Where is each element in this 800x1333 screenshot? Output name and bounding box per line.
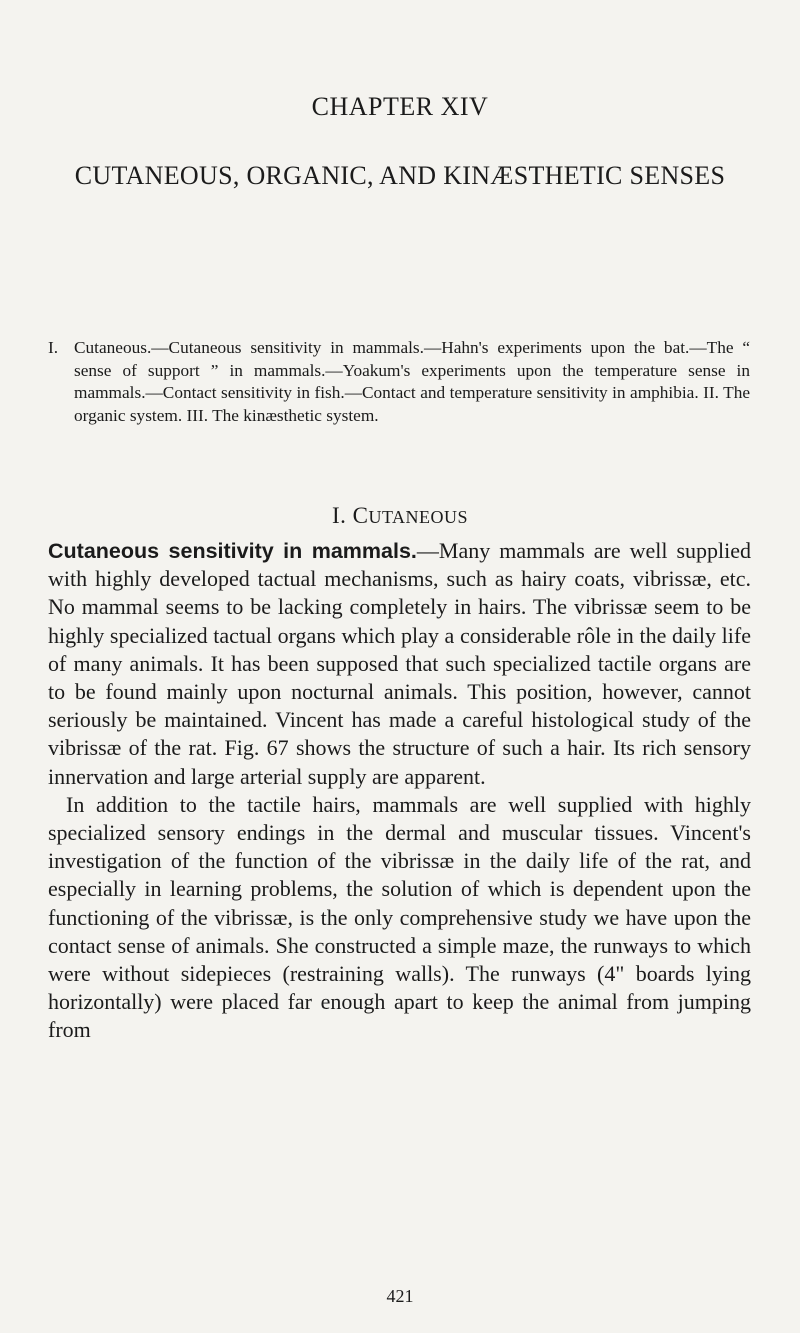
chapter-synopsis [48,337,750,427]
paragraph-1 [48,537,751,791]
paragraph-1-text: —Many mammals are well supplied with highly developed tactual mechanisms, such as hairy coats, vibrissæ, etc. No mammal seems to be lacking completely in hairs. The vibrissæ seem to be highly specialized tactual organs which play a considerable rôle in the daily life of many animals. It has been supposed that such specialized tactile organs are to be found mainly upon nocturnal animals. This position, however, cannot seriously be maintained. Vincent has made a careful histological study of the vibrissæ of the rat. Fig. 67 shows the structure of such a hair. Its rich sensory innervation and large arterial supply are apparent. [48,538,751,789]
chapter-label: CHAPTER XIV [311,92,489,121]
section-rest: UTANEOUS [368,507,469,527]
section-numeral: I. [331,503,347,528]
chapter-title: CUTANEOUS, ORGANIC, AND KINÆSTHETIC SENSES [74,161,726,190]
body-text [48,537,751,1045]
synopsis-text: Cutaneous.—Cutaneous sensitivity in mammals.—Hahn's experiments upon the bat.—The “ sense of support ” in mammals.—Yoakum's experiments upon the temperature sense in mammals.—Contact sensitivity in fish.—Contact and temperature sensitivity in amphibia. II. The organic system. III. The kinæsthetic system. [74,338,750,425]
run-in-heading: Cutaneous sensitivity in mammals. [48,539,417,563]
section-initial: C [352,503,369,528]
paragraph-2: In addition to the tactile hairs, mammals are well supplied with highly specialized sensory endings in the dermal and muscular tissues. Vincent's investigation of the function of the vibrissæ in the daily life of the rat, and especially in learning problems, the solution of which is dependent upon the functioning of the vibrissæ, is the only comprehensive study we have upon the contact sense of animals. She constructed a simple maze, the runways to which were without sidepieces (restraining walls). The runways (4" boards lying horizontally) were placed far enough apart to keep the animal from jumping from [48,791,751,1043]
page-number: 421 [386,1286,414,1306]
synopsis-numeral: I. [48,338,59,357]
section-heading [0,503,800,529]
